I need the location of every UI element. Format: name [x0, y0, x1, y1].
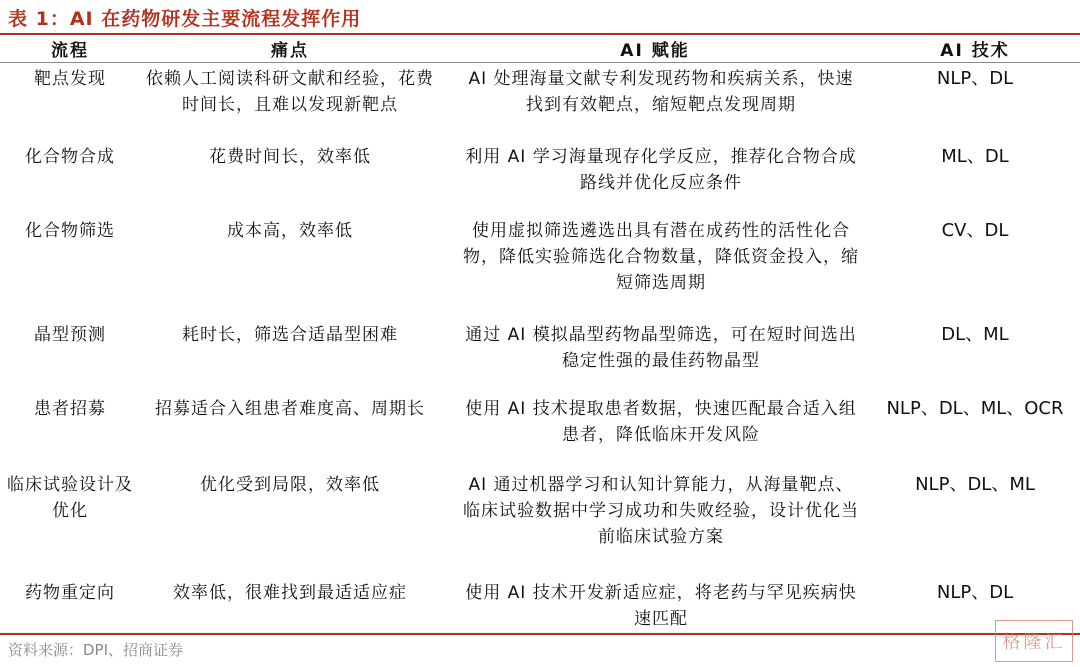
header-pain: 痛点: [271, 41, 309, 61]
pain-cell: 成本高，效率低: [227, 221, 353, 241]
table-row: [0, 468, 1080, 576]
tech-cell: NLP、DL、ML、OCR: [886, 398, 1064, 419]
pain-cell: 花费时间长，效率低: [209, 147, 371, 167]
header-divider: [0, 62, 1080, 63]
process-cell: 化合物筛选: [25, 221, 115, 241]
source-note: 资料来源：DPI、招商证券: [8, 641, 184, 659]
header-tech: AI 技术: [940, 41, 1010, 61]
tech-cell: NLP、DL: [936, 582, 1014, 603]
header-process: 流程: [51, 41, 89, 61]
ai-cell: 使用 AI 技术提取患者数据，快速匹配最合适入组患者，降低临床开发风险: [465, 399, 857, 445]
tech-cell: NLP、DL: [936, 68, 1014, 89]
tech-cell: NLP、DL、ML: [915, 474, 1035, 495]
ai-cell: 使用 AI 技术开发新适应症，将老药与罕见疾病快速匹配: [465, 583, 857, 629]
table-row: [0, 140, 1080, 214]
pain-cell: 耗时长，筛选合适晶型困难: [182, 325, 398, 345]
process-cell: 药物重定向: [25, 583, 115, 603]
ai-cell: 利用 AI 学习海量现存化学反应，推荐化合物合成路线并优化反应条件: [465, 147, 857, 193]
ai-cell: 通过 AI 模拟晶型药物晶型筛选，可在短时间选出稳定性强的最佳药物晶型: [465, 325, 857, 371]
table-title: 表 1：AI 在药物研发主要流程发挥作用: [8, 8, 362, 30]
ai-drug-table: [0, 35, 1080, 650]
ai-cell: AI 处理海量文献专利发现药物和疾病关系，快速找到有效靶点，缩短靶点发现周期: [468, 69, 854, 115]
pain-cell: 招募适合入组患者难度高、周期长: [155, 399, 425, 419]
table-row: [0, 392, 1080, 468]
process-cell: 晶型预测: [34, 325, 106, 345]
process-cell: 靶点发现: [34, 69, 106, 89]
table-row: [0, 318, 1080, 392]
table-row: [0, 214, 1080, 318]
process-cell: 化合物合成: [25, 147, 115, 167]
header-ai: AI 赋能: [620, 41, 690, 61]
ai-cell: 使用虚拟筛选遴选出具有潜在成药性的活性化合物，降低实验筛选化合物数量，降低资金投入，缩短筛选周期: [463, 221, 859, 293]
tech-cell: ML、DL: [941, 146, 1009, 167]
stamp-text: 格隆汇: [1002, 632, 1066, 653]
process-cell: 患者招募: [34, 399, 106, 419]
table-bottom-divider: [0, 633, 1080, 635]
watermark-stamp: [995, 620, 1073, 662]
table-row: [0, 62, 1080, 140]
process-cell: 临床试验设计及优化: [7, 475, 133, 521]
header-row: [0, 35, 1080, 62]
pain-cell: 依赖人工阅读科研文献和经验，花费时间长，且难以发现新靶点: [146, 69, 434, 115]
pain-cell: 效率低，很难找到最适适应症: [173, 583, 407, 603]
ai-cell: AI 通过机器学习和认知计算能力，从海量靶点、临床试验数据中学习成功和失败经验，设计优化当前临床试验方案: [463, 475, 859, 547]
tech-cell: DL、ML: [941, 324, 1009, 345]
pain-cell: 优化受到局限，效率低: [200, 475, 380, 495]
tech-cell: CV、DL: [941, 220, 1009, 241]
